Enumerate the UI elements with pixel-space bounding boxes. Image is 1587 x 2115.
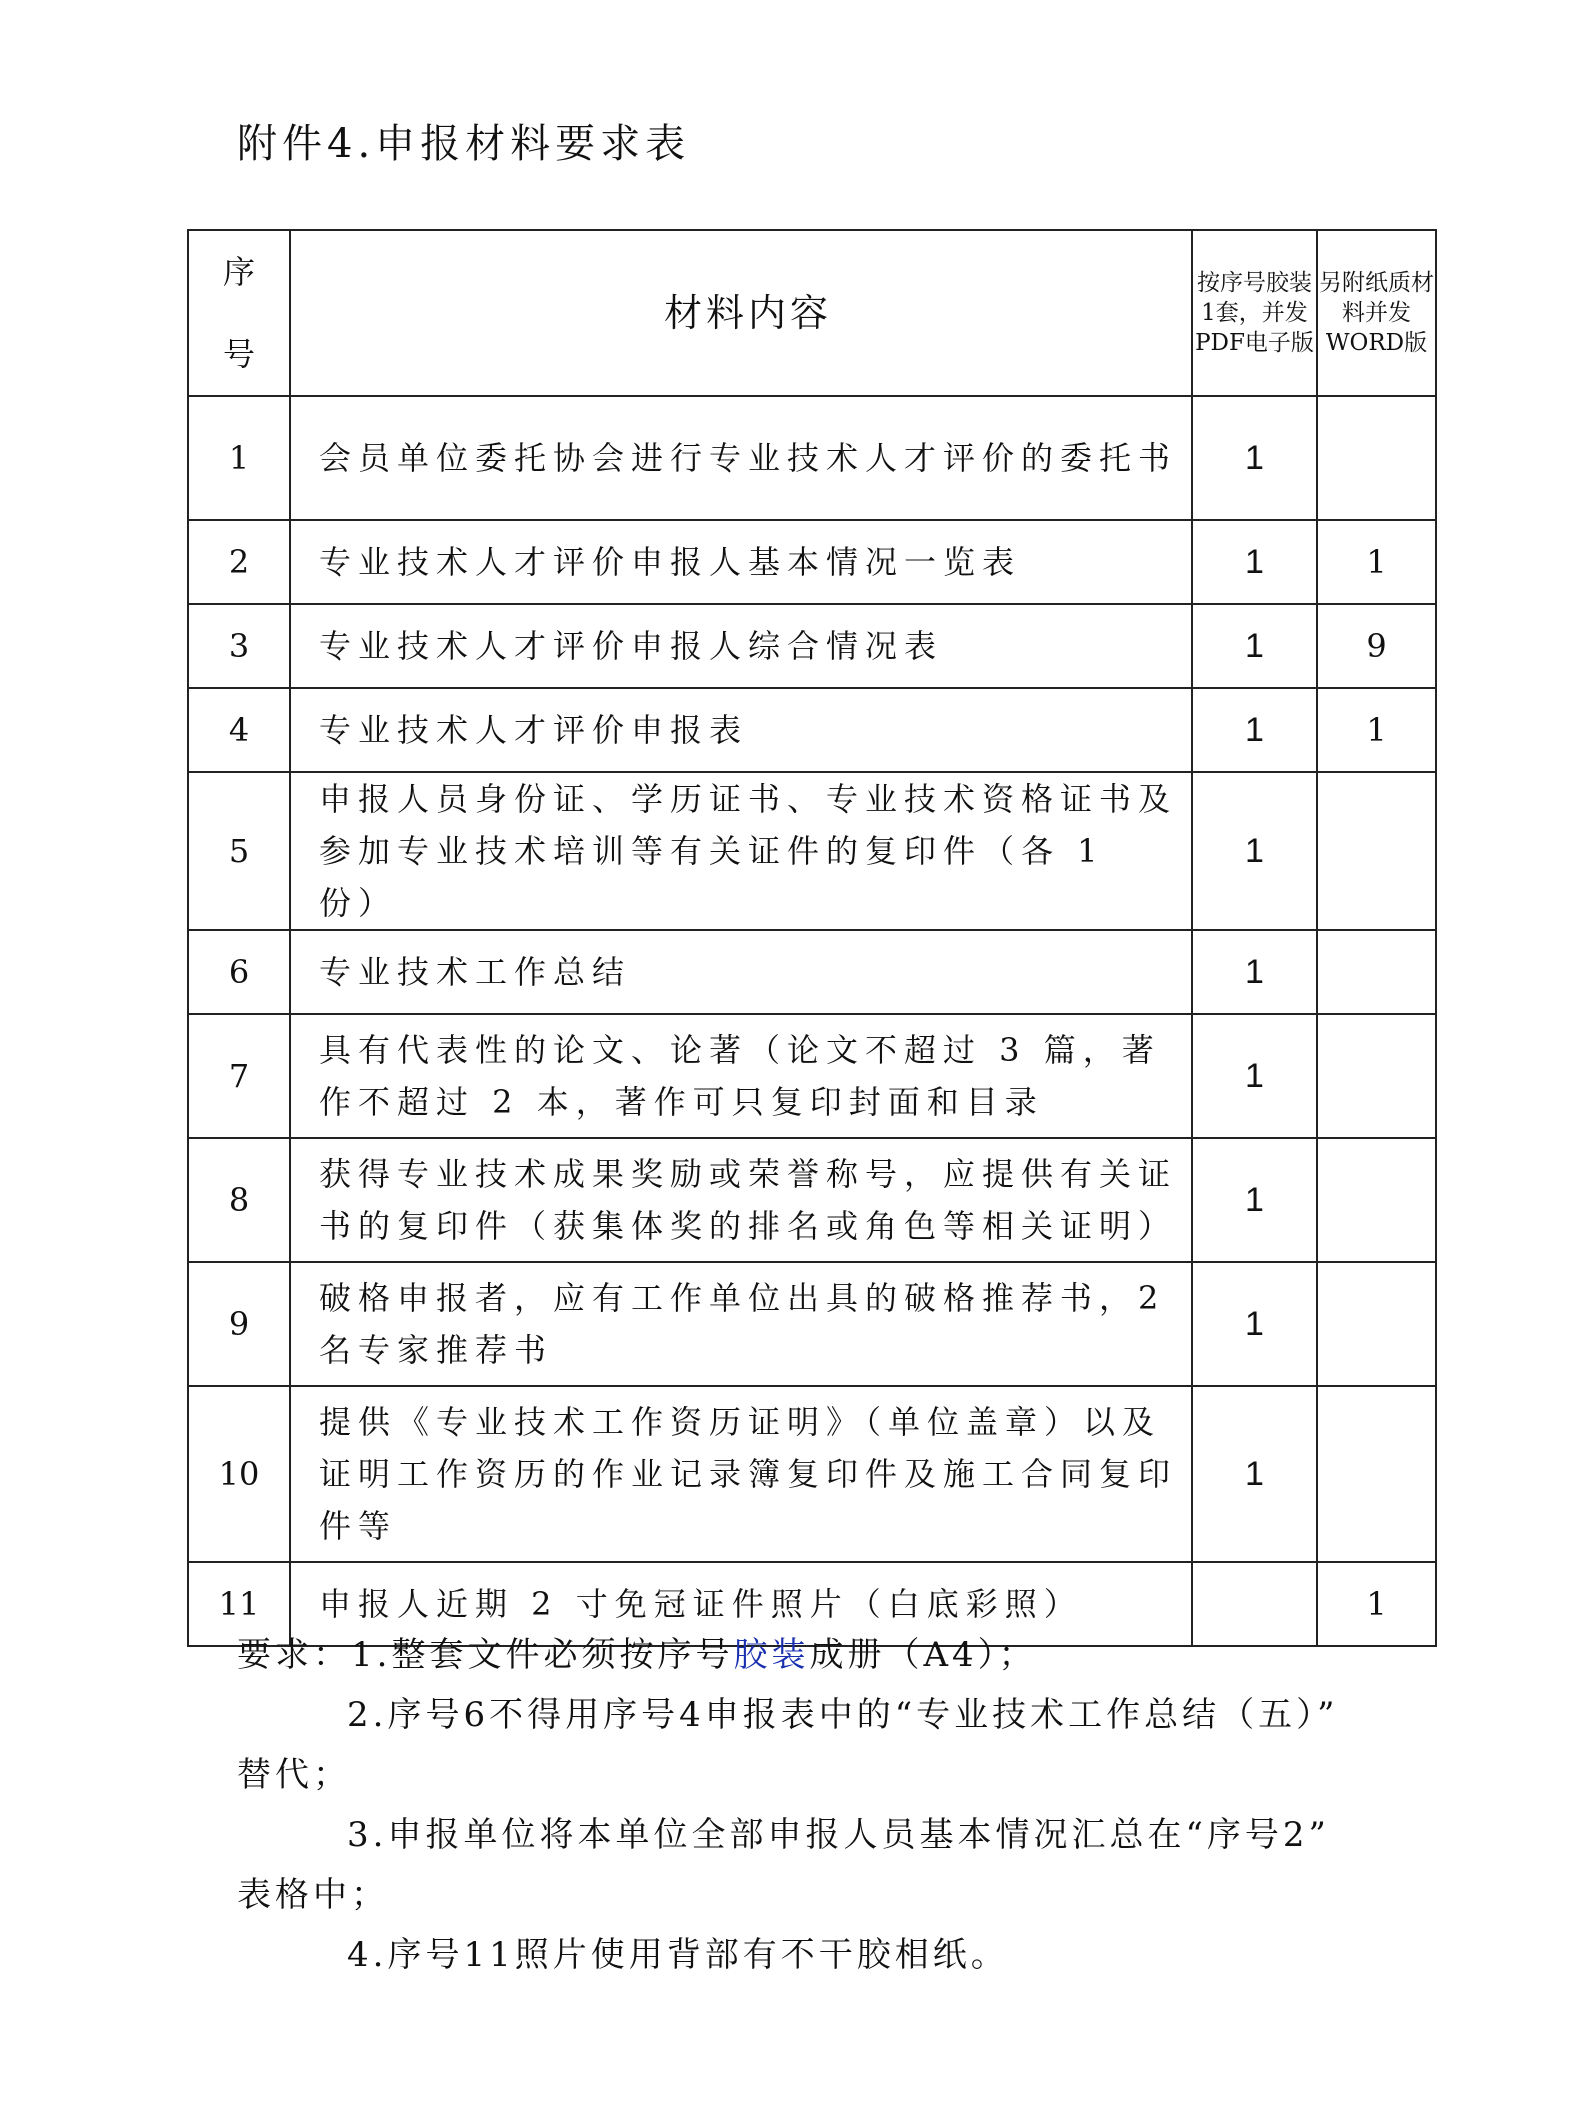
note-1 xyxy=(237,1625,1357,1685)
row-no: 11 xyxy=(188,1562,290,1646)
table-row xyxy=(188,604,1436,688)
row-paper-count: 9 xyxy=(1317,604,1436,688)
row-no: 8 xyxy=(188,1138,290,1262)
requirements-notes xyxy=(237,1625,1357,1985)
note-4: 4.序号11照片使用背部有不干胶相纸。 xyxy=(347,1935,1009,1975)
header-glue: 按序号胶装1套，并发PDF电子版 xyxy=(1192,230,1317,396)
table-row xyxy=(188,1262,1436,1386)
row-content: 专业技术工作总结 xyxy=(290,930,1192,1014)
page-title: 附件4.申报材料要求表 xyxy=(237,121,691,167)
row-glue-count: 1 xyxy=(1192,930,1317,1014)
row-content: 具有代表性的论文、论著（论文不超过 3 篇，著作不超过 2 本，著作可只复印封面和目录 xyxy=(290,1014,1192,1138)
table-row xyxy=(188,396,1436,520)
note-2-b: 替代； xyxy=(237,1755,351,1795)
table-row xyxy=(188,1138,1436,1262)
row-no: 7 xyxy=(188,1014,290,1138)
row-glue-count: 1 xyxy=(1192,772,1317,930)
row-content: 破格申报者，应有工作单位出具的破格推荐书，2名专家推荐书 xyxy=(290,1262,1192,1386)
table-row xyxy=(188,1014,1436,1138)
row-paper-count: 1 xyxy=(1317,520,1436,604)
table-row xyxy=(188,772,1436,930)
row-content: 专业技术人才评价申报人综合情况表 xyxy=(290,604,1192,688)
table-row xyxy=(188,688,1436,772)
row-content: 获得专业技术成果奖励或荣誉称号，应提供有关证书的复印件（获集体奖的排名或角色等相关证明） xyxy=(290,1138,1192,1262)
row-no: 4 xyxy=(188,688,290,772)
row-content: 申报人近期 2 寸免冠证件照片（白底彩照） xyxy=(290,1562,1192,1646)
table-row xyxy=(188,520,1436,604)
row-paper-count xyxy=(1317,1138,1436,1262)
table-row xyxy=(188,1386,1436,1562)
note-1-prefix: 要求：1.整套文件必须按序号 xyxy=(237,1635,734,1675)
header-no xyxy=(188,230,290,396)
row-glue-count: 1 xyxy=(1192,1262,1317,1386)
row-content: 专业技术人才评价申报表 xyxy=(290,688,1192,772)
row-paper-count xyxy=(1317,396,1436,520)
note-1-highlight: 胶装 xyxy=(733,1635,810,1675)
note-1-suffix: 成册（A4）； xyxy=(809,1635,1037,1675)
row-paper-count xyxy=(1317,1386,1436,1562)
table-header-row xyxy=(188,230,1436,396)
row-content: 专业技术人才评价申报人基本情况一览表 xyxy=(290,520,1192,604)
row-no: 3 xyxy=(188,604,290,688)
header-no-line2: 号 xyxy=(222,335,255,373)
row-paper-count xyxy=(1317,1262,1436,1386)
row-content: 提供《专业技术工作资历证明》（单位盖章）以及证明工作资历的作业记录簿复印件及施工合同复印件等 xyxy=(290,1386,1192,1562)
row-paper-count xyxy=(1317,1014,1436,1138)
row-glue-count: 1 xyxy=(1192,396,1317,520)
row-glue-count: 1 xyxy=(1192,688,1317,772)
row-content: 会员单位委托协会进行专业技术人才评价的委托书 xyxy=(290,396,1192,520)
row-glue-count: 1 xyxy=(1192,604,1317,688)
requirements-table xyxy=(187,229,1437,1647)
row-paper-count xyxy=(1317,930,1436,1014)
row-no: 1 xyxy=(188,396,290,520)
row-no: 9 xyxy=(188,1262,290,1386)
row-paper-count xyxy=(1317,772,1436,930)
row-glue-count: 1 xyxy=(1192,1138,1317,1262)
row-content: 申报人员身份证、学历证书、专业技术资格证书及参加专业技术培训等有关证件的复印件（各 1 份） xyxy=(290,772,1192,930)
note-3-a: 3.申报单位将本单位全部申报人员基本情况汇总在“序号2” xyxy=(347,1815,1330,1855)
header-paper: 另附纸质材料并发WORD版 xyxy=(1317,230,1436,396)
row-glue-count: 1 xyxy=(1192,1014,1317,1138)
header-no-line1: 序 xyxy=(222,253,255,291)
row-no: 10 xyxy=(188,1386,290,1562)
row-paper-count: 1 xyxy=(1317,688,1436,772)
table-row xyxy=(188,930,1436,1014)
note-3-b: 表格中； xyxy=(237,1875,389,1915)
row-no: 5 xyxy=(188,772,290,930)
row-no: 2 xyxy=(188,520,290,604)
row-glue-count: 1 xyxy=(1192,1386,1317,1562)
row-glue-count: 1 xyxy=(1192,520,1317,604)
note-2-a: 2.序号6不得用序号4申报表中的“专业技术工作总结（五）” xyxy=(347,1695,1339,1735)
header-content: 材料内容 xyxy=(290,230,1192,396)
row-no: 6 xyxy=(188,930,290,1014)
row-paper-count: 1 xyxy=(1317,1562,1436,1646)
